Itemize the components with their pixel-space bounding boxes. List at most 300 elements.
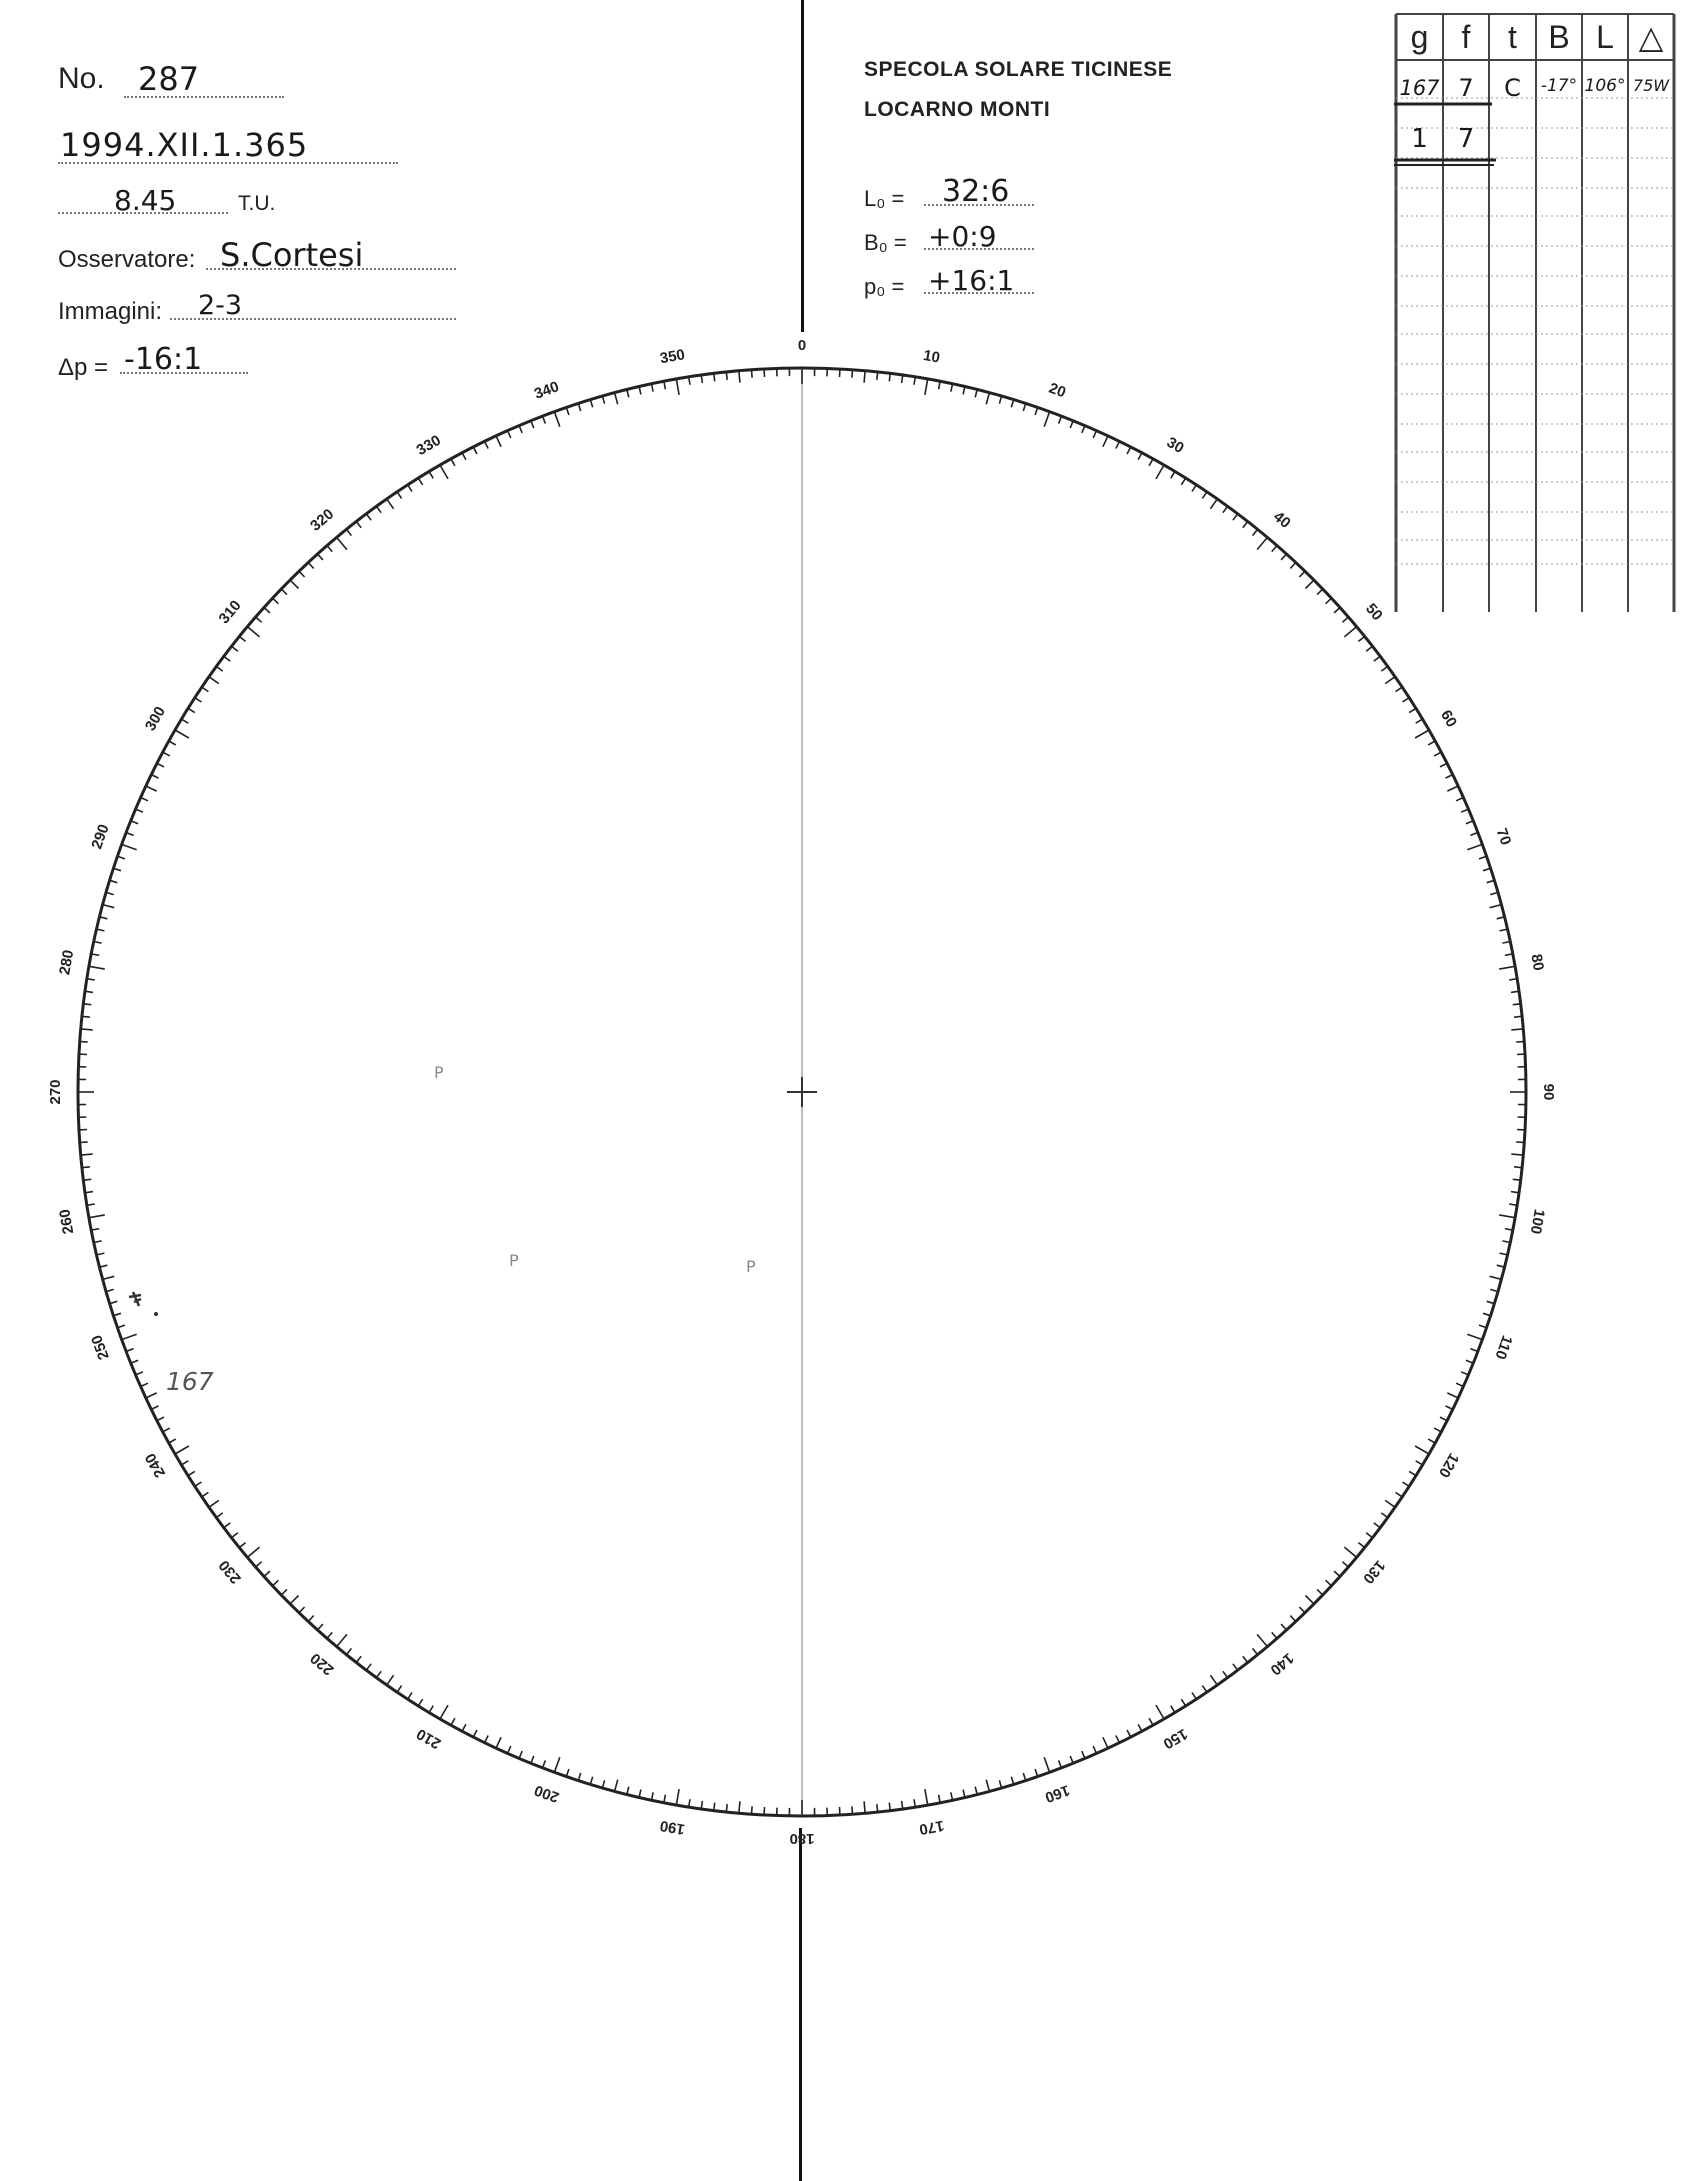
degree-tick [151, 1406, 158, 1410]
b0-value: +0:9 [928, 220, 997, 253]
degree-tick [639, 1790, 641, 1798]
degree-tick [1202, 492, 1207, 499]
degree-tick [1272, 1632, 1277, 1638]
degree-tick [1434, 1428, 1441, 1432]
degree-tick [81, 1154, 93, 1155]
cell-r1-g: 167 [1399, 76, 1440, 100]
degree-tick [299, 1607, 305, 1613]
degree-tick [451, 459, 455, 466]
degree-tick [327, 546, 332, 552]
b0-label: B₀ = [864, 230, 907, 255]
degree-tick [1385, 1500, 1395, 1507]
degree-tick [676, 1789, 679, 1805]
degree-tick [1257, 537, 1267, 549]
degree-tick [1403, 1482, 1410, 1486]
degree-tick [1513, 1179, 1521, 1180]
degree-tick [1059, 416, 1062, 424]
degree-tick [1511, 1029, 1523, 1030]
p-mark-1: P [434, 1063, 444, 1082]
degree-tick [188, 708, 195, 712]
degree-tick [418, 1699, 422, 1706]
degree-tick [1358, 636, 1364, 641]
degree-label-240: 240 [141, 1450, 170, 1481]
degree-tick [739, 371, 740, 383]
degree-tick [209, 1500, 219, 1507]
degree-tick [999, 396, 1001, 404]
col-header-t: t [1508, 19, 1517, 55]
degree-tick [224, 656, 230, 661]
observatory-name: SPECOLA SOLARE TICINESE [864, 58, 1173, 81]
degree-tick [397, 1686, 402, 1693]
number-value: 287 [138, 60, 200, 98]
degree-tick [1306, 1596, 1314, 1604]
degree-label-270: 270 [46, 1079, 64, 1105]
degree-tick [273, 1580, 279, 1586]
degree-label-70: 70 [1492, 825, 1515, 848]
degree-tick [195, 698, 202, 702]
degree-tick [1447, 786, 1458, 791]
degree-label-280: 280 [56, 948, 78, 977]
degree-tick [1093, 431, 1096, 438]
degree-tick [752, 370, 753, 378]
degree-label-0: 0 [797, 336, 807, 354]
degree-tick [1342, 617, 1348, 622]
degree-tick [1440, 763, 1447, 767]
degree-tick [496, 1737, 501, 1748]
degree-tick [877, 372, 878, 380]
degree-tick [714, 373, 715, 381]
degree-tick [1116, 1736, 1120, 1743]
degree-tick [308, 1616, 314, 1622]
col-header-delta: △ [1638, 19, 1664, 55]
degree-tick [852, 370, 853, 378]
degree-tick [1499, 966, 1515, 969]
degree-tick [97, 929, 105, 931]
degree-tick [1434, 752, 1441, 756]
degree-tick [462, 1724, 466, 1731]
degree-tick [1210, 499, 1217, 509]
degree-tick [1138, 453, 1142, 460]
degree-label-90: 90 [1540, 1083, 1558, 1101]
degree-label-160: 160 [1042, 1781, 1072, 1806]
degree-tick [232, 1533, 238, 1538]
degree-label-260: 260 [56, 1207, 78, 1236]
degree-tick [157, 1417, 164, 1421]
degree-tick [239, 636, 245, 641]
degree-tick [1233, 1664, 1238, 1670]
degree-tick [290, 1596, 298, 1604]
degree-tick [408, 1693, 412, 1700]
degree-tick [602, 1780, 604, 1788]
degree-tick [1103, 436, 1108, 447]
degree-tick [1299, 571, 1305, 577]
degree-label-60: 60 [1437, 707, 1461, 731]
degree-tick [1396, 687, 1403, 692]
degree-tick [122, 1334, 137, 1339]
degree-tick [1290, 1616, 1296, 1622]
degree-tick [627, 390, 629, 398]
observer-label: Osservatore: [58, 246, 196, 273]
degree-tick [1082, 426, 1085, 433]
degree-tick [1171, 471, 1175, 478]
degree-tick [216, 1513, 222, 1518]
degree-label-150: 150 [1160, 1724, 1191, 1753]
degree-label-180: 180 [789, 1830, 815, 1848]
degree-tick [1497, 917, 1505, 919]
degree-tick [1366, 646, 1372, 651]
degree-tick [1456, 798, 1463, 801]
degree-tick [1192, 1693, 1196, 1700]
degree-tick [122, 844, 137, 849]
degree-tick [554, 412, 559, 427]
degree-tick [1070, 421, 1073, 428]
degree-tick [1461, 1372, 1468, 1375]
degree-tick [1156, 465, 1164, 479]
degree-tick [1470, 1349, 1478, 1352]
degree-tick [1223, 506, 1228, 512]
degree-tick [999, 1780, 1001, 1788]
degree-tick [1396, 1492, 1403, 1497]
degree-tick [508, 1746, 511, 1753]
cell-r2-g: 1 [1411, 124, 1428, 154]
degree-tick [387, 499, 394, 509]
l0-label: L₀ = [864, 186, 905, 211]
degree-label-50: 50 [1362, 600, 1386, 625]
degree-tick [82, 1167, 90, 1168]
degree-tick [1082, 1751, 1085, 1758]
degree-tick [877, 1804, 878, 1812]
degree-tick [852, 1806, 853, 1814]
degree-tick [975, 1787, 977, 1795]
degree-tick [126, 1349, 134, 1352]
degree-tick [1127, 447, 1131, 454]
degree-tick [299, 571, 305, 577]
dp-value: -16:1 [124, 342, 203, 377]
degree-tick [224, 1523, 230, 1528]
degree-tick [1381, 666, 1387, 671]
degree-tick [1257, 1634, 1267, 1646]
degree-tick [376, 506, 381, 512]
degree-tick [169, 741, 176, 745]
degree-tick [1138, 1724, 1142, 1731]
col-header-b: B [1548, 19, 1570, 55]
l0-value: 32:6 [942, 174, 1010, 209]
degree-tick [100, 1265, 108, 1267]
degree-tick [136, 1372, 143, 1375]
degree-tick [440, 465, 448, 479]
degree-tick [1516, 1142, 1524, 1143]
degree-tick [986, 1780, 989, 1792]
degree-tick [247, 627, 259, 637]
degree-tick [1223, 1671, 1228, 1677]
degree-tick [290, 580, 298, 588]
degree-tick [1326, 598, 1332, 604]
degree-tick [1374, 1523, 1380, 1528]
degree-tick [1446, 1406, 1453, 1410]
degree-label-350: 350 [658, 346, 687, 368]
degree-tick [1103, 1737, 1108, 1748]
degree-tick [318, 554, 323, 560]
degree-tick [82, 1016, 90, 1017]
degree-tick [89, 966, 105, 969]
degree-tick [1272, 546, 1277, 552]
cell-r1-f: 7 [1458, 74, 1474, 102]
degree-tick [429, 1706, 433, 1713]
degree-tick [543, 416, 546, 424]
degree-tick [366, 1664, 371, 1670]
degree-tick [485, 441, 489, 448]
time-value: 8.45 [114, 184, 177, 217]
degree-tick [141, 1383, 148, 1386]
degree-tick [615, 393, 618, 405]
degree-tick [181, 1461, 188, 1465]
degree-tick [209, 677, 219, 684]
degree-tick [163, 1428, 170, 1432]
degree-tick [1233, 514, 1238, 520]
degree-tick [1497, 1265, 1505, 1267]
degree-tick [975, 390, 977, 398]
degree-label-330: 330 [413, 431, 444, 460]
degree-tick [256, 1562, 262, 1567]
degree-tick [1511, 1154, 1523, 1155]
degree-tick [1210, 1675, 1217, 1685]
degree-tick [1409, 1471, 1416, 1475]
observatory-location: LOCARNO MONTI [864, 98, 1051, 121]
degree-label-130: 130 [1359, 1556, 1389, 1587]
degree-label-200: 200 [532, 1781, 562, 1806]
degree-tick [308, 563, 314, 569]
degree-tick [1415, 730, 1429, 738]
degree-tick [1446, 775, 1453, 779]
degree-tick [1156, 1705, 1164, 1719]
degree-tick [889, 1803, 890, 1811]
degree-tick [100, 917, 108, 919]
dp-label: Δp = [58, 354, 109, 381]
degree-label-30: 30 [1163, 433, 1187, 457]
degree-tick [181, 719, 188, 723]
degree-tick [1093, 1746, 1096, 1753]
degree-tick [1358, 1543, 1364, 1548]
degree-tick [1344, 627, 1356, 637]
images-label: Immagini: [58, 298, 163, 325]
degree-tick [1181, 478, 1185, 485]
degree-tick [1381, 1513, 1387, 1518]
degree-tick [1281, 1624, 1286, 1630]
p0-label: p₀ = [864, 274, 905, 299]
degree-tick [163, 752, 170, 756]
degree-label-320: 320 [307, 505, 338, 535]
cell-r1-l: 106° [1584, 76, 1626, 96]
degree-label-290: 290 [88, 822, 113, 852]
degree-tick [676, 379, 679, 395]
degree-tick [281, 1589, 287, 1595]
degree-tick [1409, 708, 1416, 712]
degree-tick [1490, 892, 1498, 894]
degree-tick [408, 485, 412, 492]
degree-tick [1306, 580, 1314, 588]
degree-tick [1514, 1167, 1522, 1168]
degree-tick [346, 1648, 351, 1654]
degree-label-10: 10 [921, 346, 942, 367]
degree-tick [169, 1439, 176, 1443]
degree-tick [337, 537, 347, 549]
degree-tick [1499, 1215, 1515, 1218]
degree-tick [175, 1446, 189, 1454]
degree-tick [508, 431, 511, 438]
cell-r2-f: 7 [1457, 124, 1475, 154]
degree-tick [639, 387, 641, 395]
degree-tick [1202, 1686, 1207, 1693]
degree-tick [1428, 741, 1435, 745]
degree-tick [273, 598, 279, 604]
degree-tick [131, 821, 138, 824]
degree-label-100: 100 [1526, 1207, 1548, 1236]
degree-tick [440, 1705, 448, 1719]
degree-tick [531, 1756, 534, 1763]
degree-tick [106, 892, 114, 894]
degree-tick [81, 1029, 93, 1030]
col-header-g: g [1410, 19, 1429, 55]
degree-tick [714, 1803, 715, 1811]
degree-tick [1490, 1289, 1498, 1291]
degree-tick [327, 1632, 332, 1638]
date-value: 1994.XII.1.365 [60, 126, 309, 164]
degree-tick [602, 396, 604, 404]
degree-tick [1317, 589, 1323, 595]
degree-tick [1243, 522, 1248, 528]
degree-tick [554, 1757, 559, 1772]
p0-value: +16:1 [928, 264, 1015, 297]
degree-tick [387, 1675, 394, 1685]
degree-tick [1171, 1706, 1175, 1713]
degree-tick [485, 1736, 489, 1743]
degree-label-340: 340 [532, 378, 562, 403]
degree-tick [126, 833, 134, 836]
degree-tick [1192, 485, 1196, 492]
sunspot-group [129, 1292, 158, 1316]
degree-tick [318, 1624, 323, 1630]
p-mark-2: P [509, 1251, 519, 1270]
degree-tick [473, 447, 477, 454]
degree-tick [1467, 1334, 1482, 1339]
degree-tick [195, 1482, 202, 1486]
degree-tick [1243, 1656, 1248, 1662]
group-label-167: 167 [166, 1367, 214, 1396]
degree-tick [925, 1789, 928, 1805]
degree-tick [519, 426, 522, 433]
cell-r1-delta: 75W [1632, 76, 1670, 95]
degree-tick [1290, 563, 1296, 569]
time-unit: T.U. [238, 192, 276, 215]
degree-tick [239, 1543, 245, 1548]
degree-tick [188, 1471, 195, 1475]
observer-value: S.Cortesi [220, 236, 364, 274]
degree-tick [1044, 412, 1049, 427]
degree-tick [1500, 929, 1508, 931]
degree-tick [1415, 1446, 1429, 1454]
degree-label-300: 300 [141, 703, 170, 734]
degree-tick [356, 522, 361, 528]
degree-tick [175, 730, 189, 738]
degree-tick [1416, 1461, 1423, 1465]
degree-tick [752, 1806, 753, 1814]
degree-label-250: 250 [88, 1332, 113, 1362]
degree-tick [1317, 1589, 1323, 1595]
degree-tick [1044, 1757, 1049, 1772]
degree-tick [1149, 459, 1153, 466]
degree-tick [963, 387, 965, 395]
degree-tick [97, 1253, 105, 1255]
degree-tick [1326, 1580, 1332, 1586]
degree-label-80: 80 [1527, 952, 1548, 973]
degree-tick [1456, 1383, 1463, 1386]
degree-tick [281, 589, 287, 595]
degree-tick [1149, 1718, 1153, 1725]
degree-tick [1490, 1276, 1502, 1279]
degree-tick [496, 436, 501, 447]
degree-tick [1490, 905, 1502, 908]
degree-tick [202, 1492, 209, 1497]
degree-tick [963, 1790, 965, 1798]
degree-label-310: 310 [215, 597, 245, 628]
degree-tick [1334, 608, 1340, 613]
degree-tick [1059, 1760, 1062, 1768]
degree-tick [1514, 1016, 1522, 1017]
degree-tick [473, 1730, 477, 1737]
degree-tick [726, 372, 727, 380]
degree-tick [726, 1804, 727, 1812]
degree-tick [1181, 1699, 1185, 1706]
number-label: No. [58, 62, 105, 95]
degree-tick [1070, 1756, 1073, 1763]
degree-tick [1467, 844, 1482, 849]
degree-label-170: 170 [917, 1816, 946, 1838]
degree-tick [615, 1780, 618, 1792]
degree-tick [627, 1787, 629, 1795]
degree-label-20: 20 [1046, 379, 1069, 402]
degree-tick [83, 1004, 91, 1005]
degree-tick [1461, 809, 1468, 812]
degree-tick [1253, 1648, 1258, 1654]
degree-tick [418, 478, 422, 485]
degree-label-220: 220 [307, 1649, 338, 1679]
degree-tick [366, 514, 371, 520]
degree-tick [397, 492, 402, 499]
degree-label-190: 190 [658, 1816, 687, 1838]
degree-tick [1403, 698, 1410, 702]
degree-tick [146, 1393, 157, 1398]
degree-tick [376, 1671, 381, 1677]
degree-tick [202, 687, 209, 692]
degree-tick [1466, 1360, 1473, 1363]
degree-tick [83, 1179, 91, 1180]
degree-tick [356, 1656, 361, 1662]
degree-tick [543, 1760, 546, 1768]
degree-tick [986, 393, 989, 405]
degree-tick [429, 471, 433, 478]
degree-tick [157, 763, 164, 767]
degree-tick [131, 1360, 138, 1363]
degree-tick [739, 1801, 740, 1813]
degree-tick [1428, 1439, 1435, 1443]
degree-tick [106, 1289, 114, 1291]
cell-r1-b: -17° [1540, 76, 1578, 96]
degree-tick [1334, 1571, 1340, 1576]
degree-tick [146, 786, 157, 791]
degree-label-230: 230 [215, 1556, 245, 1587]
degree-tick [337, 1634, 347, 1646]
degree-tick [1500, 1253, 1508, 1255]
